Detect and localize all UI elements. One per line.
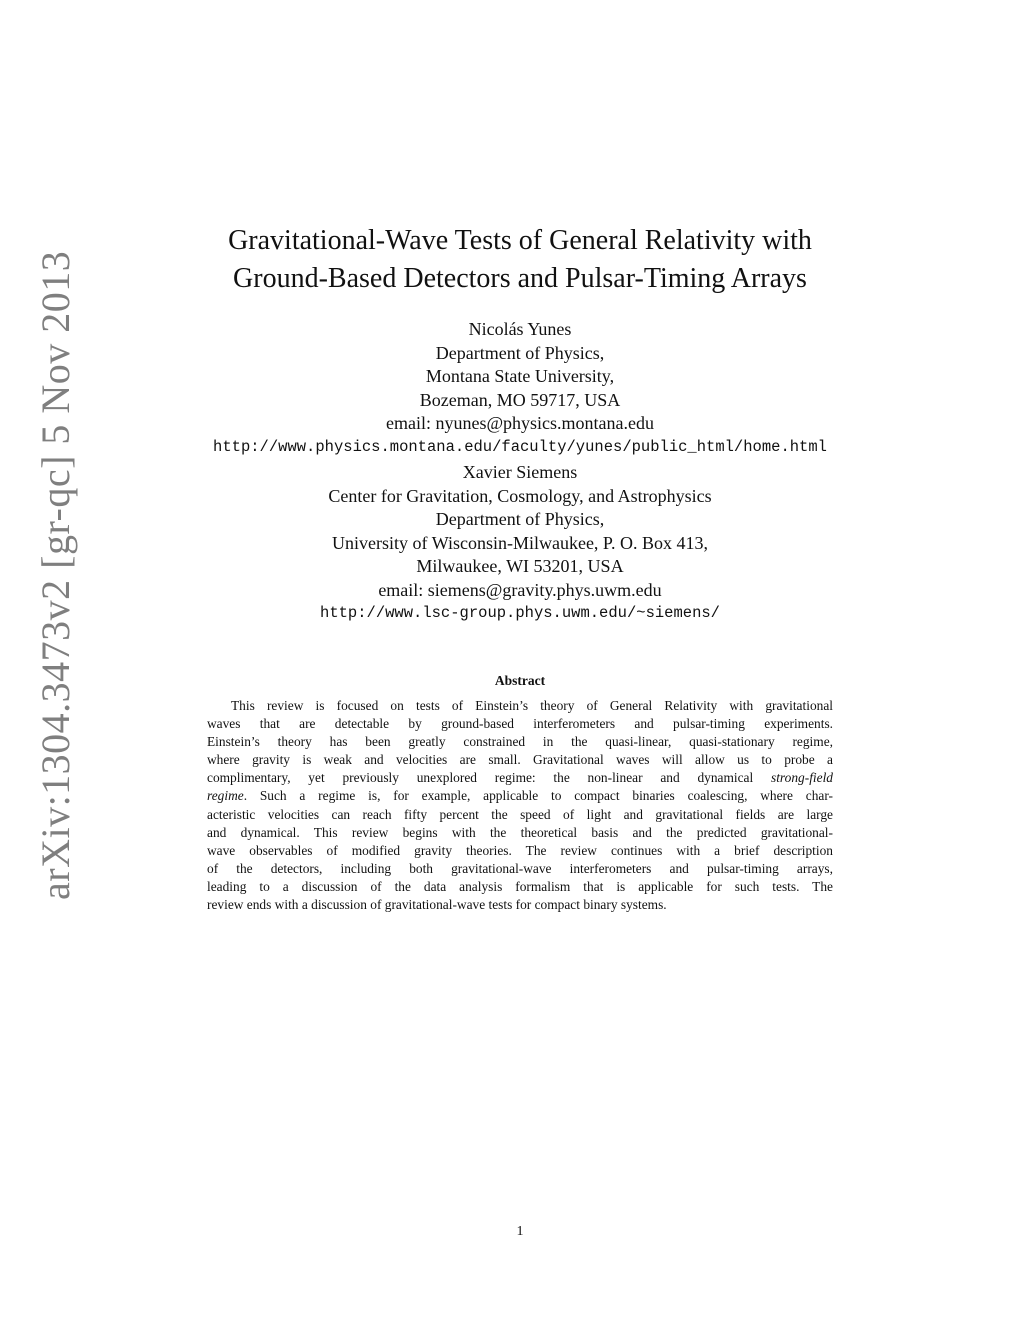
author-1-url[interactable]: http://www.physics.montana.edu/faculty/yunes/public_html/home.html bbox=[213, 437, 827, 456]
author-2-email[interactable]: email: siemens@gravity.phys.uwm.edu bbox=[378, 579, 662, 600]
abstract-line: acteristic velocities can reach fifty percent the speed of light and gravitational fields are large bbox=[207, 806, 833, 822]
author-2-name: Xavier Siemens bbox=[462, 462, 578, 482]
abstract-heading: Abstract bbox=[494, 673, 546, 688]
author-1-department: Department of Physics, bbox=[435, 342, 605, 363]
arxiv-identifier: arXiv:1304.3473v2 [gr-qc] 5 Nov 2013 bbox=[33, 250, 78, 900]
author-2-city: Milwaukee, WI 53201, USA bbox=[416, 556, 624, 576]
author-2-url[interactable]: http://www.lsc-group.phys.uwm.edu/~siemens/ bbox=[320, 604, 720, 622]
page-number: 1 bbox=[516, 1224, 524, 1239]
paper-title bbox=[160, 222, 880, 298]
author-2-university: University of Wisconsin-Milwaukee, P. O. Box 413, bbox=[332, 532, 708, 553]
author-1-city: Bozeman, MO 59717, USA bbox=[419, 389, 621, 410]
abstract-line-text: . Such a regime is, for example, applicable to compact binaries coalescing, where char- bbox=[243, 788, 833, 804]
author-1-university: Montana State University, bbox=[425, 366, 615, 386]
title-line-1: Gravitational-Wave Tests of General Relativity with bbox=[228, 225, 812, 256]
abstract-line: review ends with a discussion of gravitational-wave tests for compact binary systems. bbox=[207, 897, 667, 913]
abstract-line: This review is focused on tests of Einstein’s theory of General Relativity with gravitational bbox=[231, 698, 833, 713]
author-2-department: Department of Physics, bbox=[435, 509, 605, 529]
abstract-line-text: complimentary, yet previously unexplored regime: the non-linear and dynamical bbox=[207, 770, 754, 786]
abstract-line bbox=[207, 769, 833, 787]
author-1-email[interactable]: email: nyunes@physics.montana.edu bbox=[385, 413, 655, 433]
abstract-line: wave observables of modified gravity theories. The review continues with a brief description bbox=[207, 842, 833, 858]
abstract-emphasis: strong-field bbox=[771, 770, 833, 786]
abstract-line: leading to a discussion of the data analysis formalism that is applicable for such tests. The bbox=[207, 878, 833, 894]
abstract-line: waves that are detectable by ground-based interferometers and pulsar-timing experiments. bbox=[207, 716, 833, 732]
abstract-line: Einstein’s theory has been greatly constrained in the quasi-linear, quasi-stationary regime, bbox=[207, 734, 833, 750]
author-1-name: Nicolás Yunes bbox=[468, 319, 572, 339]
abstract-line: where gravity is weak and velocities are small. Gravitational waves will allow us to probe a bbox=[207, 752, 833, 768]
abstract-line: and dynamical. This review begins with the theoretical basis and the predicted gravitational- bbox=[207, 824, 833, 840]
title-line-2: Ground-Based Detectors and Pulsar-Timing Arrays bbox=[233, 263, 807, 294]
author-2-center: Center for Gravitation, Cosmology, and Astrophysics bbox=[328, 485, 712, 506]
abstract-line: of the detectors, including both gravitational-wave interferometers and pulsar-timing arrays, bbox=[207, 860, 833, 876]
abstract-line bbox=[207, 787, 833, 805]
abstract-emphasis: regime bbox=[207, 788, 244, 804]
author-block bbox=[150, 318, 890, 626]
abstract-body bbox=[207, 697, 833, 914]
